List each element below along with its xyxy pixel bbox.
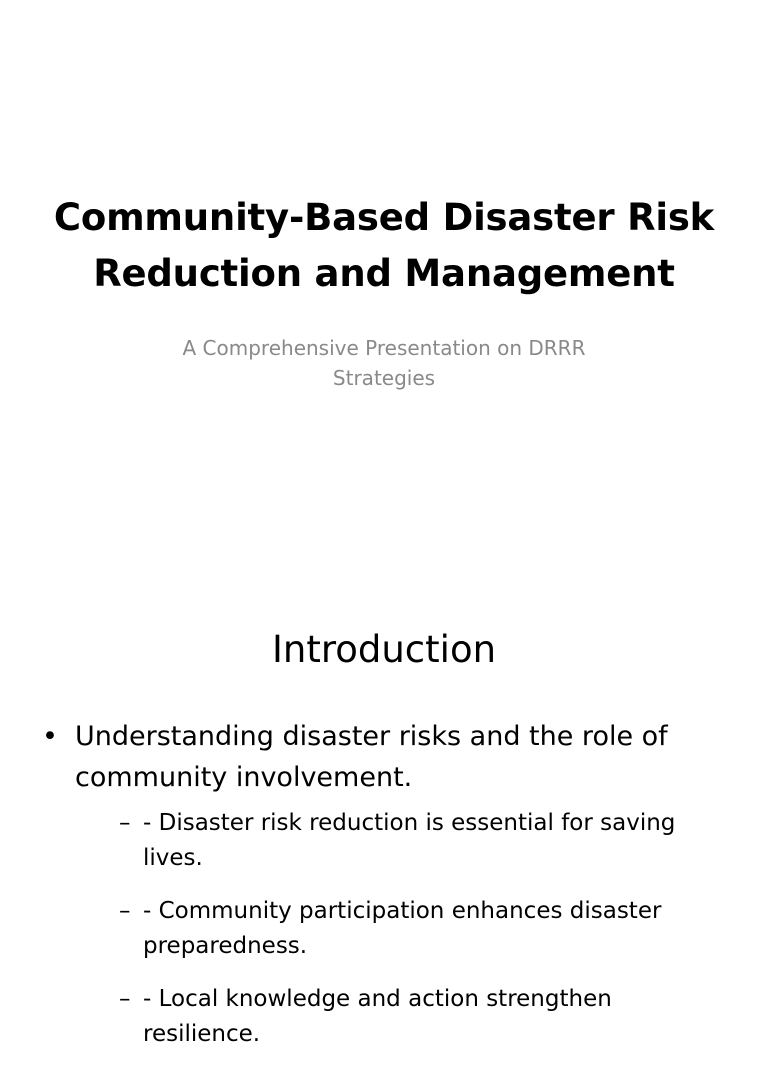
presentation-subtitle: A Comprehensive Presentation on DRRR Strategies <box>182 336 586 390</box>
sub-bullet-text: - Disaster risk reduction is essential for saving lives. <box>143 810 676 871</box>
bullet-list <box>40 716 700 1070</box>
sub-bullet-list <box>75 806 700 1052</box>
dash-icon: – <box>119 898 131 924</box>
bullet-text: Understanding disaster risks and the role of community involvement. <box>75 721 668 793</box>
dash-icon: – <box>119 810 131 836</box>
sub-bullet-item <box>75 806 700 876</box>
presentation-title: Community-Based Disaster Risk Reduction and Management <box>53 196 715 295</box>
slide-title: Introduction <box>271 628 497 671</box>
bullet-icon: • <box>42 721 58 752</box>
sub-bullet-text: - Local knowledge and action strengthen resilience. <box>143 986 612 1047</box>
sub-bullet-text: - Community participation enhances disaster preparedness. <box>143 898 662 959</box>
sub-bullet-item <box>75 894 700 964</box>
introduction-slide <box>0 576 768 1047</box>
sub-bullet-item <box>75 982 700 1052</box>
dash-icon: – <box>119 986 131 1012</box>
bullet-item <box>40 716 700 1052</box>
